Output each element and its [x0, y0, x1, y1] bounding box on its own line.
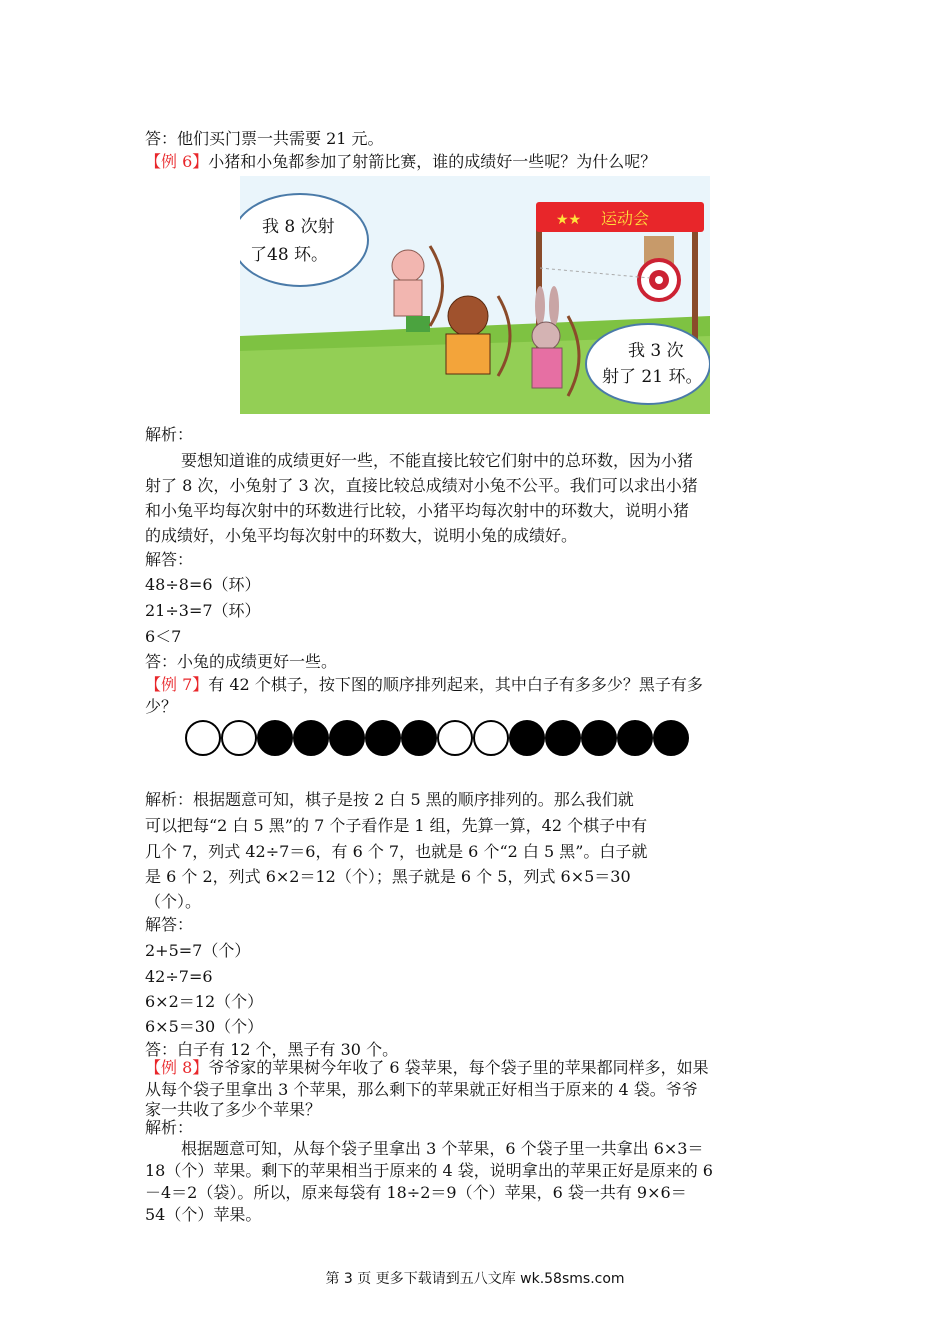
text-segment: 从每个袋子里拿出 3 个苹果，那么剩下的苹果就正好相当于原来的 4 袋。爷爷 — [145, 1080, 698, 1099]
text-segment: 爷爷家的苹果树今年收了 6 袋苹果，每个袋子里的苹果都同样多，如果 — [208, 1058, 709, 1077]
black-stone — [293, 720, 329, 756]
text-line — [145, 151, 656, 173]
black-stone — [545, 720, 581, 756]
black-stone — [401, 720, 437, 756]
page-footer: 第 3 页 更多下载请到五八文库 wk.58sms.com — [325, 1271, 625, 1287]
rabbit-bubble-line1: 我 3 次 — [628, 341, 684, 361]
text-segment: 要想知道谁的成绩更好一些，不能直接比较它们射中的总环数，因为小猪 — [181, 451, 694, 470]
text-line — [145, 626, 181, 648]
text-segment: 解析： — [145, 425, 194, 444]
black-stone — [617, 720, 653, 756]
text-line — [145, 966, 213, 988]
svg-text:★★: ★★ — [556, 212, 582, 228]
text-segment: 根据题意可知，从每个袋子里拿出 3 个苹果，6 个袋子里一共拿出 6×3＝ — [181, 1139, 704, 1158]
white-stone — [473, 720, 509, 756]
text-line — [145, 940, 250, 962]
text-segment: 答：他们买门票一共需要 21 元。 — [145, 129, 384, 148]
text-segment: 6＜7 — [145, 627, 182, 646]
text-segment: 可以把每“2 白 5 黑”的 7 个子看作是 1 组，先算一算，42 个棋子中有 — [145, 816, 648, 835]
text-segment: 18（个）苹果。剩下的苹果相当于原来的 4 袋，说明拿出的苹果正好是原来的 6 — [145, 1161, 713, 1180]
text-line — [145, 128, 384, 150]
text-line — [145, 1079, 698, 1101]
text-line — [145, 674, 703, 696]
pig-bubble-line1: 我 8 次射 — [262, 217, 335, 237]
text-segment: 答：白子有 12 个，黑子有 30 个。 — [145, 1040, 399, 1059]
example-tag: 【例 6】 — [145, 152, 209, 171]
text-line — [145, 1182, 687, 1204]
archery-scene-image — [240, 176, 710, 414]
text-line — [145, 1160, 713, 1182]
text-segment: 的成绩好，小兔平均每次射中的环数大，说明小兔的成绩好。 — [145, 526, 578, 545]
white-stone — [185, 720, 221, 756]
text-line — [145, 1117, 193, 1139]
text-line — [145, 1204, 261, 1226]
text-segment: 2+5=7（个） — [145, 941, 251, 960]
text-segment: 有 42 个棋子，按下图的顺序排列起来，其中白子有多多少？黑子有多 — [208, 675, 703, 694]
text-line — [145, 866, 631, 888]
text-line — [145, 815, 647, 837]
black-stone — [257, 720, 293, 756]
archery-illustration — [240, 176, 710, 414]
black-stone — [581, 720, 617, 756]
text-segment: （个）。 — [145, 892, 202, 911]
banner-text: 运动会 — [600, 209, 650, 228]
text-line — [181, 1138, 703, 1160]
text-line — [145, 991, 263, 1013]
example-tag: 【例 7】 — [145, 675, 209, 694]
text-line — [145, 914, 193, 936]
text-segment: 小猪和小兔都参加了射箭比赛，谁的成绩好一些呢？为什么呢？ — [208, 152, 657, 171]
text-line — [145, 525, 577, 547]
text-line — [145, 841, 647, 863]
text-line — [145, 1016, 263, 1038]
text-line — [145, 549, 193, 571]
text-segment: 解答： — [145, 915, 194, 934]
text-segment: 54（个）苹果。 — [145, 1205, 262, 1224]
white-stone — [437, 720, 473, 756]
text-line — [145, 789, 634, 811]
text-segment: 6×2＝12（个） — [145, 992, 264, 1011]
example-tag: 【例 8】 — [145, 1058, 209, 1077]
text-line — [145, 696, 177, 718]
text-segment: 48÷8=6（环） — [145, 575, 261, 594]
text-segment: －4＝2（袋）。所以，原来每袋有 18÷2＝9（个）苹果，6 袋一共有 9×6＝ — [145, 1183, 687, 1202]
text-line — [145, 891, 201, 913]
stone-sequence — [185, 720, 689, 756]
text-segment: 家一共收了多少个苹果？ — [145, 1100, 322, 1119]
text-segment: 和小兔平均每次射中的环数进行比较，小猪平均每次射中的环数大，说明小猪 — [145, 501, 690, 520]
text-line — [145, 574, 261, 596]
text-line — [145, 475, 698, 497]
text-segment: 解析：根据题意可知，棋子是按 2 白 5 黑的顺序排列的。那么我们就 — [145, 790, 634, 809]
text-segment: 42÷7=6 — [145, 967, 213, 986]
black-stone — [653, 720, 689, 756]
text-line — [145, 424, 193, 446]
text-segment: 几个 7，列式 42÷7＝6，有 6 个 7，也就是 6 个“2 白 5 黑”。白子就 — [145, 842, 648, 861]
text-segment: 答：小兔的成绩更好一些。 — [145, 652, 338, 671]
black-stone — [365, 720, 401, 756]
text-segment: 21÷3=7（环） — [145, 601, 261, 620]
text-segment: 射了 8 次，小兔射了 3 次，直接比较总成绩对小兔不公平。我们可以求出小猪 — [145, 476, 698, 495]
text-line — [145, 500, 689, 522]
text-line — [145, 600, 261, 622]
text-segment: 解答： — [145, 550, 194, 569]
text-line — [181, 450, 693, 472]
white-stone — [221, 720, 257, 756]
pig-bubble-line2: 了48 环。 — [250, 245, 329, 265]
rabbit-bubble-line2: 射了 21 环。 — [602, 367, 703, 387]
text-line — [145, 651, 337, 673]
text-line — [145, 1057, 709, 1079]
text-segment: 解析： — [145, 1118, 194, 1137]
black-stone — [509, 720, 545, 756]
text-segment: 少？ — [145, 697, 178, 716]
text-segment: 6×5＝30（个） — [145, 1017, 264, 1036]
text-segment: 是 6 个 2，列式 6×2＝12（个）；黑子就是 6 个 5，列式 6×5＝30 — [145, 867, 631, 886]
black-stone — [329, 720, 365, 756]
